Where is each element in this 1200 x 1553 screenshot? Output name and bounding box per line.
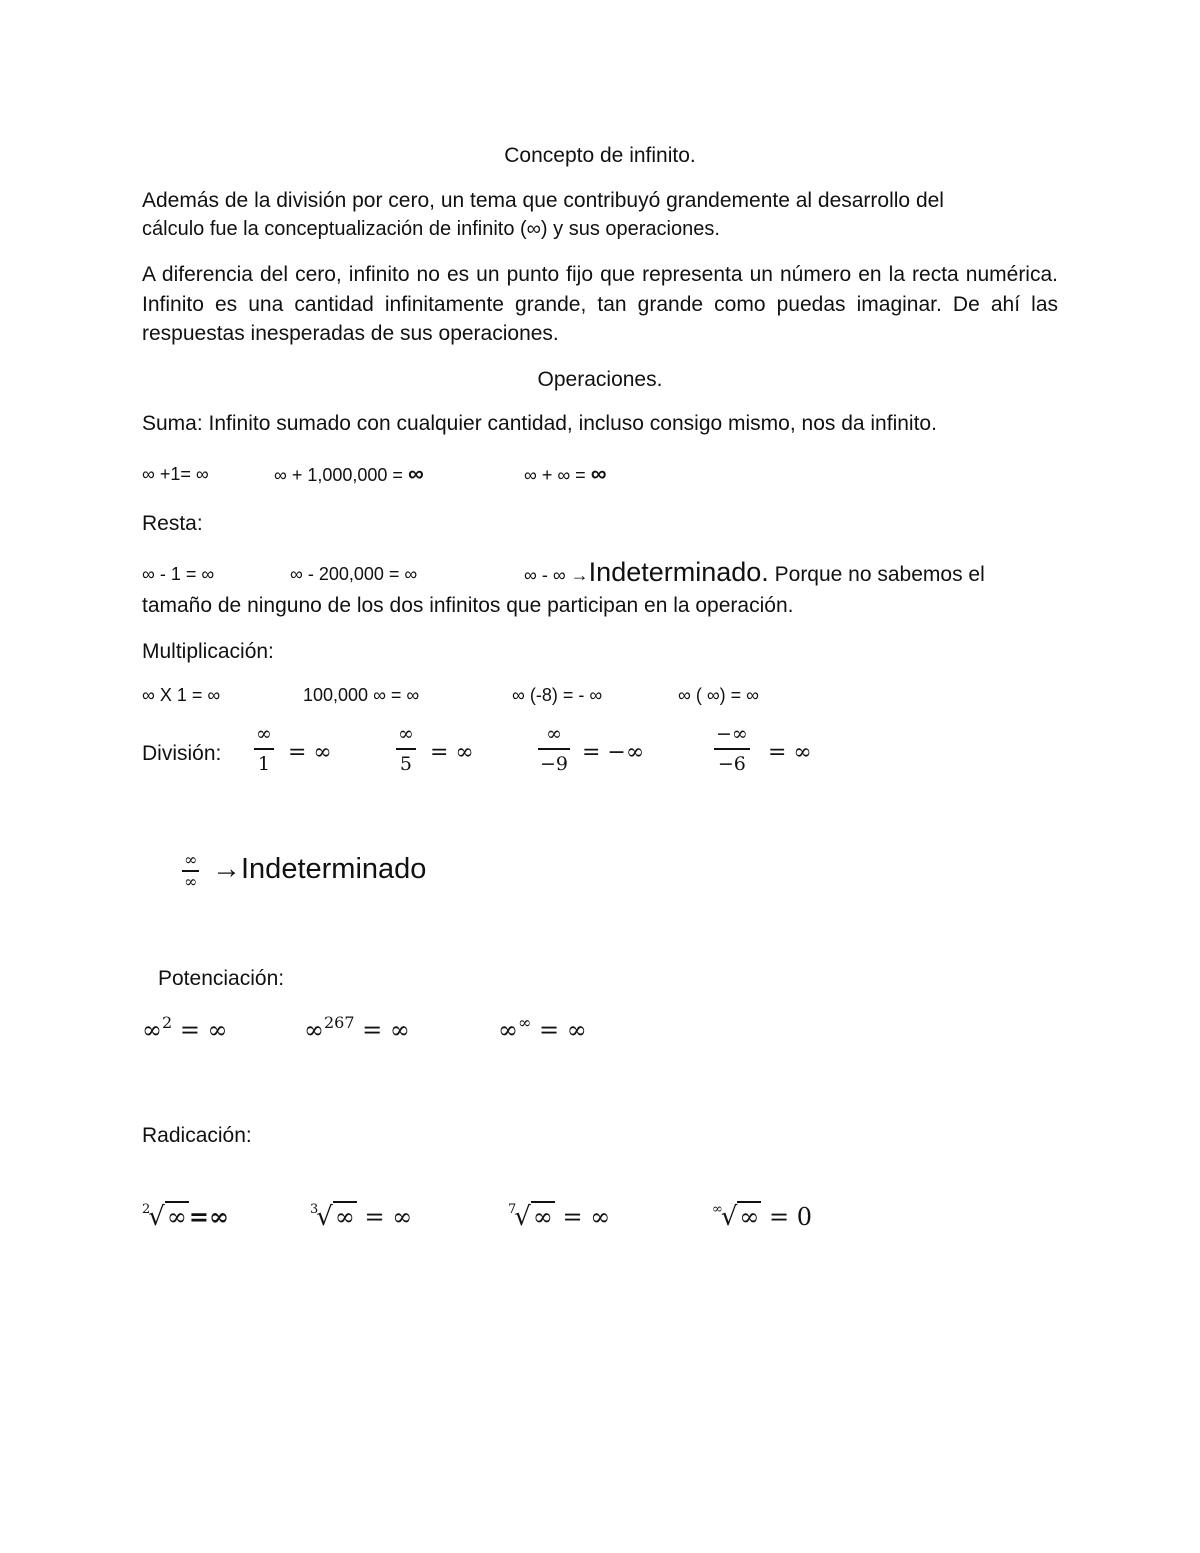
fraction-numerator: −∞ [716,723,748,745]
suma-example-2 [274,461,424,488]
root-index: 2 [142,1202,151,1217]
fraction-denominator: −9 [540,753,569,775]
radical-sign-icon: √ [148,1202,165,1232]
root-radicand: ∞ [334,1203,355,1231]
root-example-2 [310,1202,412,1237]
fraction-numerator: ∞ [546,723,562,745]
division-result-3: = −∞ [582,740,645,765]
division-result-2: = ∞ [430,740,474,765]
power-exponent: 2 [162,1013,173,1032]
infinity-symbol: ∞ [590,461,607,486]
resta-example-3-left: ∞ - ∞ → [524,565,589,585]
power-result: = ∞ [531,1016,587,1044]
intro-line-1: Además de la división por cero, un tema que contribuyó grandemente al desarrollo del [142,189,944,212]
multiplicacion-example-3: ∞ (-8) = - ∞ [512,685,603,705]
radical-sign-icon: √ [316,1202,333,1232]
potenciacion-label: Potenciación: [158,967,285,990]
power-example-3 [498,1013,587,1047]
power-base: ∞ [304,1016,324,1044]
multiplicacion-label: Multiplicación: [142,640,274,663]
root-radicand: ∞ [166,1203,187,1231]
radical-sign-icon: √ [514,1202,531,1232]
power-base: ∞ [498,1016,518,1044]
root-index: ∞ [712,1202,723,1217]
intro-line-2: cálculo fue la conceptualización de infinito (∞) y sus operaciones. [142,218,720,240]
root-radicand: ∞ [532,1203,553,1231]
infinity-symbol: ∞ [407,461,424,486]
suma-example-3-left: ∞ + ∞ = [524,465,591,485]
suma-example-2-left: ∞ + 1,000,000 = [274,465,408,485]
division-indeterminate-fraction [182,852,199,890]
root-radicand: ∞ [739,1203,760,1231]
multiplicacion-example-1: ∞ X 1 = ∞ [142,685,221,705]
root-index: 7 [508,1202,517,1217]
resta-explanation-start: Porque no sabemos el [768,563,985,586]
division-fraction-4 [714,723,750,775]
fraction-denominator: 5 [399,753,412,775]
resta-example-1: ∞ - 1 = ∞ [142,564,215,584]
multiplicacion-example-2: 100,000 ∞ = ∞ [303,685,420,705]
root-example-1 [142,1202,229,1237]
division-indeterminate-text: →Indeterminado [212,853,427,885]
radical-sign-icon: √ [720,1202,738,1232]
root-result: =∞ [188,1202,229,1231]
radicacion-label: Radicación: [142,1124,252,1147]
fraction-bar [714,748,750,750]
root-example-4 [712,1202,812,1237]
root-result: = 0 [761,1203,813,1231]
power-result: = ∞ [354,1016,410,1044]
root-index: 3 [310,1202,319,1217]
fraction-numerator: ∞ [184,850,198,869]
fraction-denominator: ∞ [184,871,198,891]
power-base: ∞ [142,1016,162,1044]
resta-example-2: ∞ - 200,000 = ∞ [290,564,418,584]
power-example-2 [304,1013,410,1047]
fraction-denominator: −6 [717,753,746,775]
resta-explanation-end: tamaño de ninguno de los dos infinitos que participan en la operación. [142,594,794,617]
power-example-1 [142,1013,228,1047]
fraction-bar [254,748,274,750]
root-example-3 [508,1202,610,1237]
fraction-bar [396,748,416,750]
resta-label: Resta: [142,512,203,535]
paragraph-difference: A diferencia del cero, infinito no es un punto fijo que representa un número en la recta numérica. Infinito es una cantidad infinitamente grande, tan grande como puedas imaginar. De ahí las respuestas inesperadas de sus operaciones. [142,263,1058,345]
multiplicacion-example-4: ∞ ( ∞) = ∞ [678,685,759,705]
power-exponent: ∞ [518,1013,532,1032]
suma-example-1: ∞ +1= ∞ [142,464,209,484]
fraction-bar [538,748,570,750]
division-fraction-1 [254,723,274,775]
power-result: = ∞ [172,1016,228,1044]
root-result: = ∞ [554,1203,611,1231]
division-fraction-2 [396,723,416,775]
suma-text: Suma: Infinito sumado con cualquier cantidad, incluso consigo mismo, nos da infinito. [142,412,937,435]
suma-example-3 [524,461,606,488]
power-exponent: 267 [324,1013,355,1032]
resta-example-3 [524,556,985,591]
root-result: = ∞ [356,1203,413,1231]
division-result-4: = ∞ [768,740,812,765]
fraction-numerator: ∞ [398,723,414,745]
division-label: División: [142,742,222,765]
operations-heading: Operaciones. [537,368,663,391]
division-result-1: = ∞ [288,740,332,765]
fraction-numerator: ∞ [256,723,272,745]
document-title: Concepto de infinito. [504,144,696,167]
fraction-denominator: 1 [257,753,270,775]
indeterminado-label: Indeterminado. [588,557,769,587]
division-fraction-3 [538,723,570,775]
